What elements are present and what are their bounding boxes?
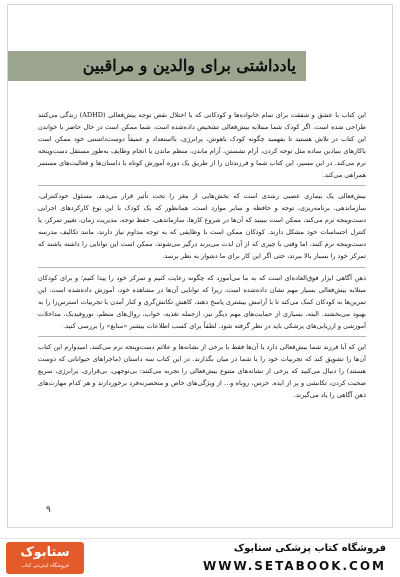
paragraph-2: بیش‌فعالی یک بیماری عصبی رشدی است که بخش‌هایی از مغز را تحت تأثیر قرار می‌دهد، مسئول خودکنترلی، سازماندهی، برنامه‌ریزی، توجه و حافظه و سایر موارد است. همانطور که یک کودک با این نوع کارکردهای اجرایی دست‌وپنجه نرم می‌کند، ممکن است ببینید که آن‌ها در شروع کارها، سازماندهی، حفظ توجه، مدیریت زمان، تغییر تمرکز، یا کنترل احساسات خود مشکل دارند. کودکان ممکن است با وظایفی که به توجه مداوم نیاز دارند، مانند تکالیف مدرسه دست‌وپنجه نرم کنند، اما وقتی با چیزی که از آن لذت می‌برند درگیر می‌شوند، ممکن است این توانایی را داشته باشند که تمرکز خود را بسیار بالا ببرند، حتی اگر این کار برای ما دشوار به نظر برسد. xyxy=(38,191,366,267)
logo-text: ستابوک xyxy=(20,545,70,560)
store-url-link[interactable]: WWW.SETABOOK.COM xyxy=(202,559,386,573)
store-name: فروشگاه کتاب پزشکی ستابوک xyxy=(233,543,386,554)
logo-subtitle: فروشگاه اینترنتی کتاب xyxy=(21,563,69,569)
page-title: یادداشتی برای والدین و مراقبین xyxy=(82,56,296,75)
store-footer xyxy=(0,538,400,577)
paragraph-3: ذهن آگاهی ابزار فوق‌العاده‌ای است که به ما می‌آموزد که چگونه رعایت کنیم و تمرکز خود را پیدا کنیم؛ و برای کودکان مبتلابه بیش‌فعالی بسیار مهم نشان داده‌شده است، زیرا که توانایی آن‌ها در مشاهده خود، آموزش داده‌شده است. این تمرین‌ها به کودکان کمک می‌کند تا با آرامش بیشتری پاسخ دهند، کاهش تکانش‌گری و کنار آمدن با تجربیات استرس‌زا را به بهبود می‌بخشند. البته، بسیاری از حمایت‌های مهم دیگر نیز، ازجمله تغذیه، خواب، روال‌های منظم، نوروفیدبک، مداخلات آموزشی و ارزیابی‌های پزشکی باید در نظر گرفته شود. لطفاً برای کسب اطلاعات بیشتر «منابع» را بررسی کنید. xyxy=(38,273,366,338)
title-banner xyxy=(8,51,306,81)
page-number: ۹ xyxy=(46,505,51,515)
body-text xyxy=(38,110,366,411)
paragraph-1: این کتاب با عشق و شفقت برای تمام خانواده‌ها و کودکانی که با اختلال نقص توجه بیش‌فعالی (ADHD) زندگی می‌کنند طراحی شده است. اگر کودک شما مبتلابه بیش‌فعالی تشخیص داده‌شده است، شما ممکن است در حال حاضر با خواندن این کتاب در تلاش هستید تا بفهمید چگونه کودک باهوش، پرانرژی، بااستعداد و عمیقاً دوست‌داشتنی خود ممکن است باکارهای بنیادین ساده مثل توجه کردن، آرام نشستن، آرام ماندن، منظم ماندن یا انجام وظایف به‌طور مستقل دست‌وپنجه نرم می‌کند. در این مسیر، این کتاب شما و فرزندتان را از طریق یک دوره آموزش کوتاه با داستان‌ها و فعالیت‌های مستمر همراهی می‌کند. xyxy=(38,110,366,186)
paragraph-4: این که آیا فرزند شما بیش‌فعالی دارد یا آن‌ها فقط با برخی از نشانه‌ها و علائم دست‌وپنجه نرم می‌کنند، امیدوارم این کتاب آن‌ها را تشویق کند که تجربیات خود را با شما در میان بگذارند. در این کتاب سه داستان (ماجراهای حیواناتی که دوست هستند) را دنبال می‌کنید که برخی از نشانه‌های متنوع بیش‌فعالی را تجربه می‌کنند: بی‌توجهی، بی‌قراری، پرانرژی، سریع صحبت کردن، تکانشی و پر از ایده. خرس، روباه و... از ویژگی‌های خاص و منحصربه‌فرد برخوردارند و هر کدام مهارت‌های ذهن آگاهی را یاد می‌گیرند. xyxy=(38,343,366,400)
store-logo[interactable] xyxy=(6,542,84,574)
